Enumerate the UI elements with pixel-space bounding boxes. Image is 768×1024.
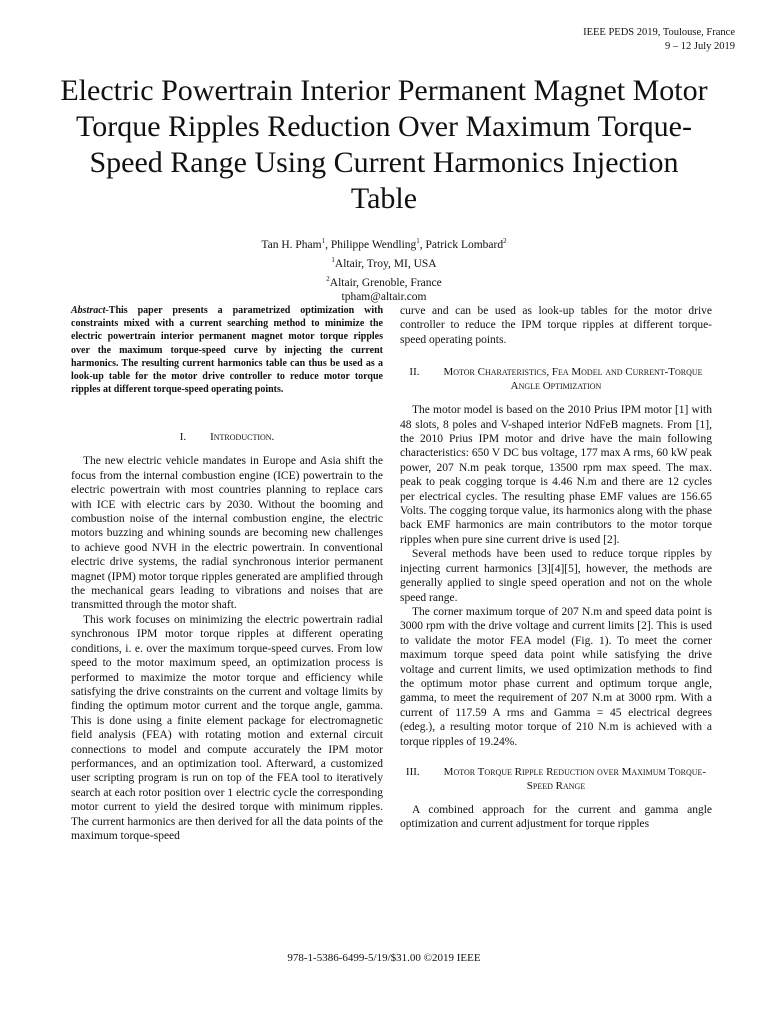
left-column	[71, 304, 383, 843]
intro-paragraph-1: The new electric vehicle mandates in Europe and Asia shift the focus from the internal combustion engine (ICE) powertrain to the electric powertrain with most countries planning to replace cars with ICE with electric cars by 2030. Without the booming and combustion noise of the internal combustion engine, the electric motors buzzing and whining sounds are becoming new challenges to achieve good NVH in the electric powertrain. In conventional electric drive systems, the radial synchronous interior permanent magnet (IPM) motor torque ripples generated are amplified through the mechanical gears leading to vibrations and noises that are transmitted through the motor shaft.	[71, 455, 383, 612]
author-2-affiliation-mark: 1	[416, 237, 420, 245]
abstract-label: Abstract-	[71, 305, 109, 316]
section-3-title: Motor Torque Ripple Reduction over Maximum Torque-Speed Range	[443, 765, 707, 792]
affiliation-2-text: Altair, Grenoble, France	[329, 276, 442, 289]
conference-name: IEEE PEDS 2019, Toulouse, France	[583, 27, 735, 38]
section-1-number: I.	[179, 431, 187, 444]
author-1: Tan H. Pham	[261, 238, 322, 251]
affiliation-2-mark: 2	[326, 274, 330, 283]
author-email: tpham@altair.com	[341, 291, 427, 304]
affiliation-2	[184, 272, 584, 291]
author-2: Philippe Wendling	[330, 238, 417, 251]
intro-paragraph-2-continued: curve and can be used as look-up tables for the motor drive controller to reduce the IPM torque ripples at different torque-speed operating points.	[400, 305, 712, 346]
author-3: Patrick Lombard	[425, 238, 504, 251]
author-3-affiliation-mark: 2	[503, 237, 507, 245]
abstract	[71, 304, 383, 396]
author-names: Tan H. Pham$^1$, Philippe Wendling$^1$, Patrick Lombard$^2$	[261, 237, 507, 251]
author-block	[184, 234, 584, 305]
affiliation-1	[184, 253, 584, 272]
section-2-paragraph-2: Several methods have been used to reduce torque ripples by injecting current harmonics [3][4][5], however, the methods are generally applied to single speed operation and not on the whole speed range.	[400, 548, 712, 604]
conference-header	[583, 26, 735, 54]
conference-dates: 9 – 12 July 2019	[664, 41, 735, 52]
right-column	[400, 304, 712, 832]
section-heading-1	[71, 430, 383, 444]
section-2-title: Motor Charateristics, Fea Model and Current-Torque Angle Optimization	[443, 366, 703, 393]
section-2-paragraph-3: The corner maximum torque of 207 N.m and speed data point is 3000 rpm with the drive voltage and current limits [2]. This is used to validate the motor FEA model (Fig. 1). To meet the corner maximum torque speed data point while satisfying the drive voltage and current limits, we used optimization methods to find the optimum motor phase current and optimum torque angle, gamma, to meet the requirement of 207 N.m at 3000 rpm. With a current of 117.59 A rms and Gamma = 45 electrical degrees (edeg.), a resulting motor torque of 210 N.m is achieved with a torque ripples of 19.24%.	[400, 605, 712, 748]
paper-title: Electric Powertrain Interior Permanent Magnet Motor Torque Ripples Reduction Over Maximum Torque-Speed Range Using Current Harmonics Injection Table	[60, 74, 708, 215]
section-heading-3	[400, 765, 712, 793]
section-3-number: III.	[405, 765, 420, 778]
abstract-text: This paper presents a parametrized optimization with constraints mixed with a current searching method to minimize the electric powertrain interior permanent magnet motor torque ripples over the maximum torque-speed curve by injecting the current harmonics. The resulting current harmonics table can thus be used as a look-up table for the motor drive controller to reduce motor torque ripples at different torque-speed operating points.	[71, 305, 383, 396]
section-1-title: Introduction.	[210, 431, 275, 444]
section-heading-2	[400, 365, 712, 393]
section-3-paragraph-1: A combined approach for the current and gamma angle optimization and current adjustment for torque ripples	[400, 803, 712, 831]
affiliation-1-mark: 1	[331, 255, 335, 264]
copyright-footer: 978-1-5386-6499-5/19/$31.00 ©2019 IEEE	[287, 952, 481, 964]
affiliation-1-text: Altair, Troy, MI, USA	[334, 257, 437, 270]
author-1-affiliation-mark: 1	[321, 237, 326, 245]
section-2-number: II.	[409, 366, 420, 379]
intro-paragraph-2: This work focuses on minimizing the electric powertrain radial synchronous IPM motor torque ripples at different operating conditions, i. e. over the maximum torque-speed curves. From low speed to the motor maximum speed, an optimization process is performed to maximize the motor torque and efficiency while satisfying the drive constraints on the current and voltage limits by finding the optimum motor current and the torque angle, gamma. This is done using a finite element package for electromagnetic field analysis (FEA) with rotating motion and external circuit connections to model and compute accurately the IPM motor performances, and an optimization tool. Afterward, a customized user scripting program is run on top of the FEA tool to iteratively search at each rotor position over 1 electric cycle the corresponding motor current to yield the desired torque with minimum ripples. The current harmonics are then derived for all the data points of the maximum torque-speed	[71, 613, 383, 842]
section-2-paragraph-1: The motor model is based on the 2010 Prius IPM motor [1] with 48 slots, 8 poles and V-shaped interior NdFeB magnets. From [1], the 2010 Prius IPM motor and drive have the main following characteristics: 650 V DC bus voltage, 177 max A rms, 60 kW peak power, 207 N.m peak torque, 13500 rpm max speed. The max. peak to peak cogging torque is 4.46 N.m and there are 12 cycles per electrical cycles. The resulting phase EMF values are 156.65 Volts. The cogging torque value, its harmonics along with the phase back EMF harmonics are main contributors to the motor torque ripples when pure sine current drive is used [2].	[400, 404, 712, 546]
